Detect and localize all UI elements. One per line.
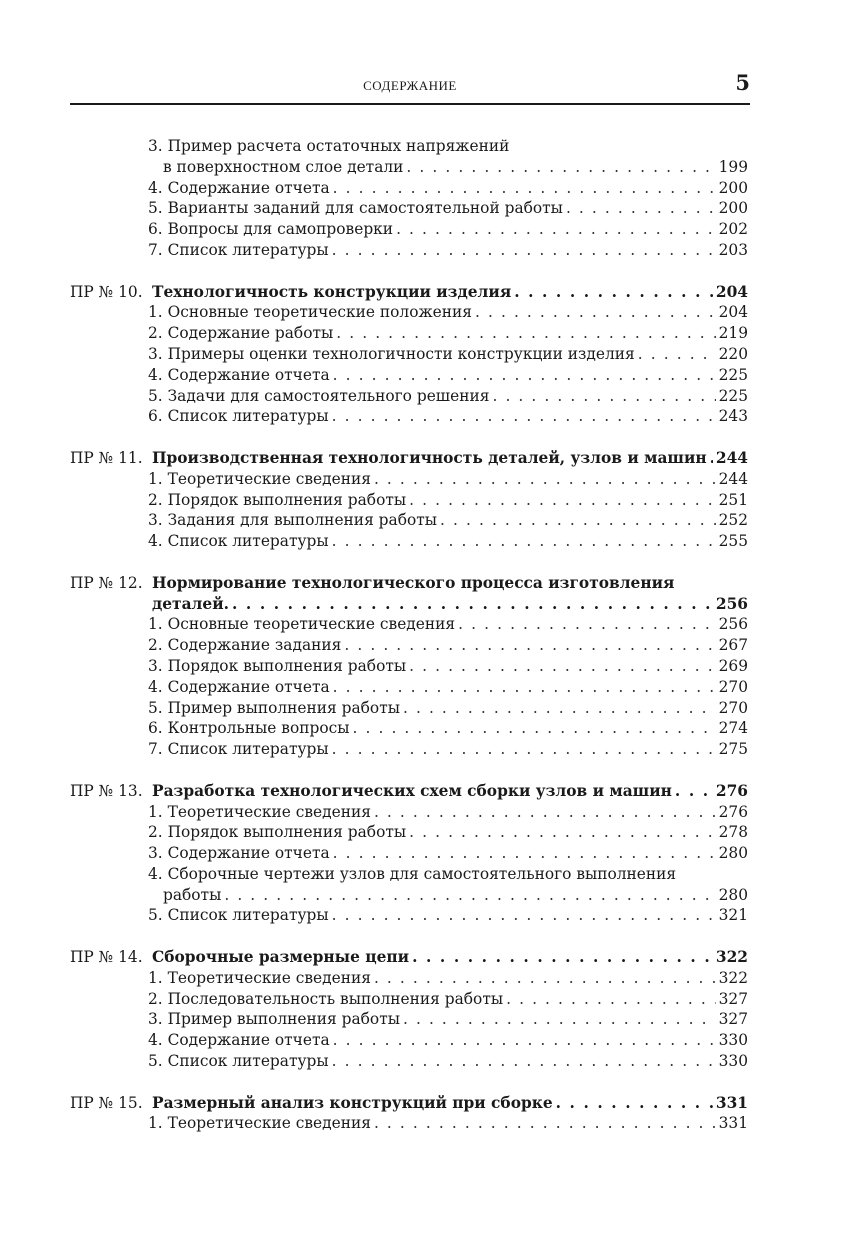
entry-title: 2. Порядок выполнения работы	[148, 823, 407, 842]
toc-entry	[70, 344, 748, 365]
entry-title: 3. Пример расчета остаточных напряжений	[148, 137, 510, 155]
entry-page: 330	[718, 1052, 748, 1071]
entry-title: 6. Список литературы	[148, 407, 329, 426]
toc-entry	[70, 323, 748, 344]
leader-dots	[492, 386, 715, 407]
entry-page: 252	[718, 511, 748, 530]
entry-page: 276	[715, 781, 748, 800]
section-heading	[70, 947, 748, 968]
toc-entry	[70, 989, 748, 1010]
toc-entry	[70, 365, 748, 386]
section-prefix: ПР № 15.	[70, 1093, 143, 1112]
toc-entry	[70, 1030, 748, 1051]
section-heading	[70, 781, 748, 802]
section-gap	[70, 760, 748, 781]
entry-title: Разработка технологических схем сборки узлов и машин	[152, 781, 672, 800]
toc-entry	[70, 905, 748, 926]
leader-dots	[506, 989, 716, 1010]
leader-dots	[374, 802, 716, 823]
section-heading	[70, 573, 748, 594]
section-heading-continued	[70, 594, 748, 615]
leader-dots	[406, 157, 715, 178]
entry-title: Нормирование технологического процесса изготовления	[152, 573, 675, 592]
section-prefix: ПР № 12.	[70, 573, 143, 592]
entry-title: 4. Список литературы	[148, 532, 329, 551]
section-prefix: ПР № 10.	[70, 282, 143, 301]
toc-entry	[70, 614, 748, 635]
entry-title: Сборочные размерные цепи	[152, 948, 410, 967]
entry-title: 7. Список литературы	[148, 740, 329, 759]
toc-entry	[70, 698, 748, 719]
toc-entry	[70, 531, 748, 552]
page-number: 5	[735, 70, 750, 95]
entry-page: 203	[718, 240, 748, 259]
entry-title: 3. Содержание отчета	[148, 844, 330, 863]
entry-title: 5. Варианты заданий для самостоятельной работы	[148, 199, 563, 218]
section-gap	[70, 926, 748, 947]
entry-title: 5. Список литературы	[148, 1052, 329, 1071]
section-gap	[70, 261, 748, 282]
entry-title: в поверхностном слое детали	[163, 157, 404, 176]
entry-page: 280	[718, 885, 748, 904]
entry-page: 270	[718, 677, 748, 696]
leader-dots	[332, 905, 716, 926]
leader-dots	[232, 594, 713, 615]
entry-page: 244	[718, 469, 748, 488]
leader-dots	[403, 698, 716, 719]
toc-entry	[70, 1113, 748, 1134]
entry-page: 200	[718, 199, 748, 218]
section-prefix: ПР № 11.	[70, 448, 143, 467]
entry-page: 220	[718, 344, 748, 363]
toc-entry	[70, 677, 748, 698]
entry-page: 204	[718, 303, 748, 322]
entry-title: 6. Вопросы для самопроверки	[148, 220, 394, 239]
leader-dots	[409, 822, 716, 843]
entry-title: 5. Пример выполнения работы	[148, 698, 400, 717]
toc-entry	[70, 219, 748, 240]
page-header	[70, 66, 750, 102]
toc-entry	[70, 864, 748, 885]
toc-entry	[70, 406, 748, 427]
section-heading	[70, 448, 748, 469]
leader-dots	[409, 656, 716, 677]
section-prefix: ПР № 14.	[70, 948, 143, 967]
entry-page: 256	[718, 615, 748, 634]
leader-dots	[333, 677, 716, 698]
toc-entry	[70, 718, 748, 739]
entry-title: 2. Содержание задания	[148, 636, 342, 655]
running-title: СОДЕРЖАНИЕ	[363, 78, 457, 93]
entry-page: 331	[715, 1093, 748, 1112]
toc-entry-continued	[70, 885, 748, 906]
entry-page: 274	[718, 719, 748, 738]
toc-entry	[70, 656, 748, 677]
entry-title: 3. Пример выполнения работы	[148, 1010, 400, 1029]
toc-entry	[70, 469, 748, 490]
entry-title: 3. Порядок выполнения работы	[148, 656, 407, 675]
toc-entry	[70, 635, 748, 656]
leader-dots	[409, 490, 716, 511]
entry-title: 2. Порядок выполнения работы	[148, 490, 407, 509]
entry-title: 1. Основные теоретические сведения	[148, 615, 456, 634]
leader-dots	[333, 178, 716, 199]
leader-dots	[332, 406, 716, 427]
leader-dots	[458, 614, 715, 635]
leader-dots	[374, 1113, 716, 1134]
section-heading	[70, 1093, 748, 1114]
entry-page: 255	[718, 532, 748, 551]
leader-dots	[374, 469, 716, 490]
entry-title: Технологичность конструкции изделия	[152, 282, 512, 301]
toc-entry	[70, 240, 748, 261]
section-gap	[70, 1072, 748, 1093]
entry-page: 200	[718, 178, 748, 197]
entry-page: 327	[718, 989, 748, 1008]
leader-dots	[333, 365, 716, 386]
leader-dots	[556, 1093, 713, 1114]
toc-entry	[70, 198, 748, 219]
toc-entry	[70, 510, 748, 531]
entry-page: 243	[718, 407, 748, 426]
entry-page: 256	[715, 594, 748, 613]
entry-page: 219	[718, 324, 748, 343]
toc-entry	[70, 136, 748, 157]
leader-dots	[333, 843, 716, 864]
entry-title: 4. Содержание отчета	[148, 178, 330, 197]
entry-title: 1. Основные теоретические положения	[148, 303, 472, 322]
toc-entry	[70, 178, 748, 199]
entry-page: 276	[718, 802, 748, 821]
entry-title: 4. Содержание отчета	[148, 365, 330, 384]
entry-page: 199	[718, 157, 748, 176]
entry-page: 322	[715, 948, 748, 967]
entry-page: 330	[718, 1031, 748, 1050]
leader-dots	[514, 282, 713, 303]
entry-title: деталей.	[152, 594, 229, 613]
entry-title: 1. Теоретические сведения	[148, 802, 371, 821]
entry-page: 244	[715, 448, 748, 467]
entry-title: 3. Задания для выполнения работы	[148, 511, 437, 530]
entry-title: 5. Список литературы	[148, 906, 329, 925]
toc-entry	[70, 1009, 748, 1030]
toc-entry	[70, 739, 748, 760]
entry-page: 225	[718, 365, 748, 384]
leader-dots	[332, 531, 716, 552]
entry-title: 7. Список литературы	[148, 240, 329, 259]
leader-dots	[374, 968, 716, 989]
leader-dots	[332, 240, 716, 261]
toc-entry-continued	[70, 157, 748, 178]
toc-entry	[70, 843, 748, 864]
entry-page: 322	[718, 968, 748, 987]
toc-entry	[70, 386, 748, 407]
leader-dots	[566, 198, 716, 219]
entry-title: 2. Последовательность выполнения работы	[148, 989, 504, 1008]
entry-title: 1. Теоретические сведения	[148, 968, 371, 987]
entry-title: 4. Сборочные чертежи узлов для самостоятельного выполнения	[148, 864, 677, 883]
entry-title: 2. Содержание работы	[148, 324, 334, 343]
entry-title: Производственная технологичность деталей, узлов и машин	[152, 448, 707, 467]
entry-page: 278	[718, 823, 748, 842]
entry-title: 6. Контрольные вопросы	[148, 719, 350, 738]
toc-entry	[70, 1051, 748, 1072]
entry-page: 202	[718, 220, 748, 239]
entry-page: 275	[718, 740, 748, 759]
leader-dots	[396, 219, 716, 240]
section-gap	[70, 427, 748, 448]
leader-dots	[440, 510, 716, 531]
entry-title: 5. Задачи для самостоятельного решения	[148, 386, 490, 405]
leader-dots	[675, 781, 713, 802]
entry-title: 4. Содержание отчета	[148, 677, 330, 696]
entry-page: 225	[718, 386, 748, 405]
entry-page: 327	[718, 1010, 748, 1029]
entry-page: 267	[718, 636, 748, 655]
toc-entry	[70, 822, 748, 843]
section-heading	[70, 282, 748, 303]
leader-dots	[638, 344, 716, 365]
toc-entry	[70, 968, 748, 989]
leader-dots	[344, 635, 715, 656]
entry-title: 1. Теоретические сведения	[148, 1114, 371, 1133]
leader-dots	[332, 1051, 716, 1072]
entry-title: 1. Теоретические сведения	[148, 469, 371, 488]
toc-entry	[70, 302, 748, 323]
leader-dots	[336, 323, 715, 344]
entry-page: 269	[718, 656, 748, 675]
leader-dots	[412, 947, 713, 968]
entry-page: 280	[718, 844, 748, 863]
entry-title: работы	[163, 885, 222, 904]
entry-page: 251	[718, 490, 748, 509]
entry-page: 331	[718, 1114, 748, 1133]
leader-dots	[710, 448, 713, 469]
section-gap	[70, 552, 748, 573]
toc-entry	[70, 802, 748, 823]
entry-title: 3. Примеры оценки технологичности конструкции изделия	[148, 344, 635, 363]
header-rule	[70, 103, 750, 105]
table-of-contents	[70, 136, 748, 1134]
entry-title: 4. Содержание отчета	[148, 1031, 330, 1050]
leader-dots	[475, 302, 716, 323]
entry-title: Размерный анализ конструкций при сборке	[152, 1093, 553, 1112]
entry-page: 270	[718, 698, 748, 717]
leader-dots	[352, 718, 715, 739]
leader-dots	[224, 885, 715, 906]
leader-dots	[332, 739, 716, 760]
entry-page: 321	[718, 906, 748, 925]
toc-entry	[70, 490, 748, 511]
section-prefix: ПР № 13.	[70, 781, 143, 800]
entry-page: 204	[715, 282, 748, 301]
leader-dots	[403, 1009, 716, 1030]
leader-dots	[333, 1030, 716, 1051]
